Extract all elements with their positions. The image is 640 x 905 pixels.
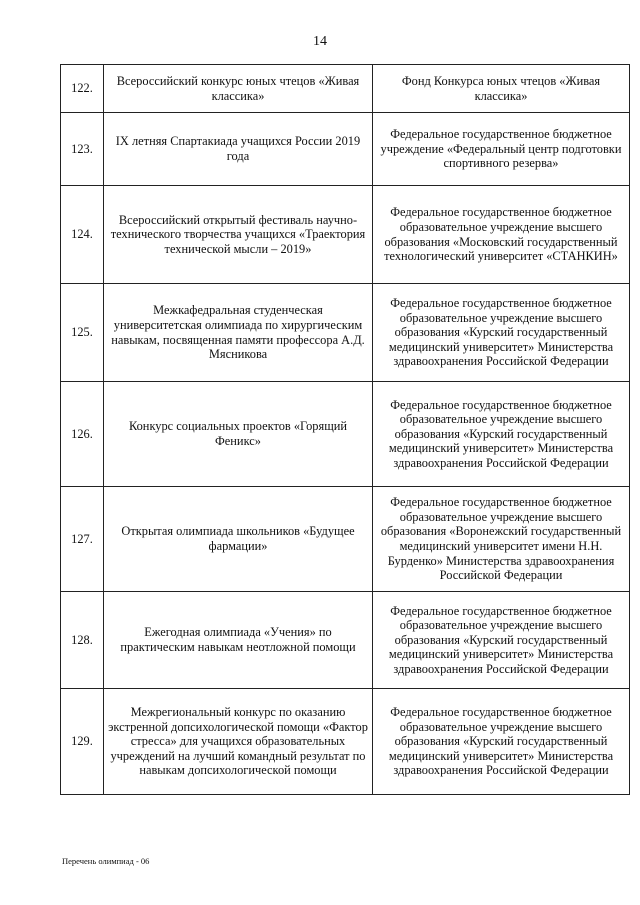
event-name: Ежегодная олимпиада «Учения» по практическим навыкам неотложной помощи: [104, 592, 373, 689]
table-row: [61, 689, 630, 795]
row-number: 125.: [61, 284, 104, 382]
organizer: Федеральное государственное бюджетное образовательное учреждение высшего образования «Московский государственный технологический университет «СТАНКИН»: [373, 186, 630, 284]
event-name: Конкурс социальных проектов «Горящий Феникс»: [104, 382, 373, 487]
row-number: 127.: [61, 487, 104, 592]
table-row: [61, 65, 630, 113]
row-number: 129.: [61, 689, 104, 795]
event-name: Открытая олимпиада школьников «Будущее фармации»: [104, 487, 373, 592]
organizer: Федеральное государственное бюджетное образовательное учреждение высшего образования «Курский государственный медицинский университет» Министерства здравоохранения Российской Федерации: [373, 382, 630, 487]
row-number: 123.: [61, 113, 104, 186]
organizer: Фонд Конкурса юных чтецов «Живая классика»: [373, 65, 630, 113]
table-row: [61, 186, 630, 284]
table-row: [61, 284, 630, 382]
table-row: [61, 382, 630, 487]
row-number: 122.: [61, 65, 104, 113]
olympiad-table: [60, 64, 630, 795]
table-row: [61, 592, 630, 689]
event-name: Межкафедральная студенческая университетская олимпиада по хирургическим навыкам, посвященная памяти профессора А.Д. Мясникова: [104, 284, 373, 382]
row-number: 128.: [61, 592, 104, 689]
event-name: Межрегиональный конкурс по оказанию экстренной допсихологической помощи «Фактор стресса» для учащихся образовательных учреждений на лучший командный результат по навыкам допсихологической помощи: [104, 689, 373, 795]
organizer: Федеральное государственное бюджетное учреждение «Федеральный центр подготовки спортивного резерва»: [373, 113, 630, 186]
footer-label: Перечень олимпиад - 06: [62, 856, 150, 866]
event-name: Всероссийский открытый фестиваль научно-технического творчества учащихся «Траектория технической мысли – 2019»: [104, 186, 373, 284]
organizer: Федеральное государственное бюджетное образовательное учреждение высшего образования «Курский государственный медицинский университет» Министерства здравоохранения Российской Федерации: [373, 592, 630, 689]
event-name: IX летняя Спартакиада учащихся России 2019 года: [104, 113, 373, 186]
organizer: Федеральное государственное бюджетное образовательное учреждение высшего образования «Курский государственный медицинский университет» Министерства здравоохранения Российской Федерации: [373, 284, 630, 382]
row-number: 126.: [61, 382, 104, 487]
row-number: 124.: [61, 186, 104, 284]
table-row: [61, 113, 630, 186]
event-name: Всероссийский конкурс юных чтецов «Живая классика»: [104, 65, 373, 113]
page-number: 14: [313, 34, 327, 49]
table-row: [61, 487, 630, 592]
organizer: Федеральное государственное бюджетное образовательное учреждение высшего образования «Воронежский государственный медицинский университет имени Н.Н. Бурденко» Министерства здравоохранения Российской Федерации: [373, 487, 630, 592]
organizer: Федеральное государственное бюджетное образовательное учреждение высшего образования «Курский государственный медицинский университет» Министерства здравоохранения Российской Федерации: [373, 689, 630, 795]
